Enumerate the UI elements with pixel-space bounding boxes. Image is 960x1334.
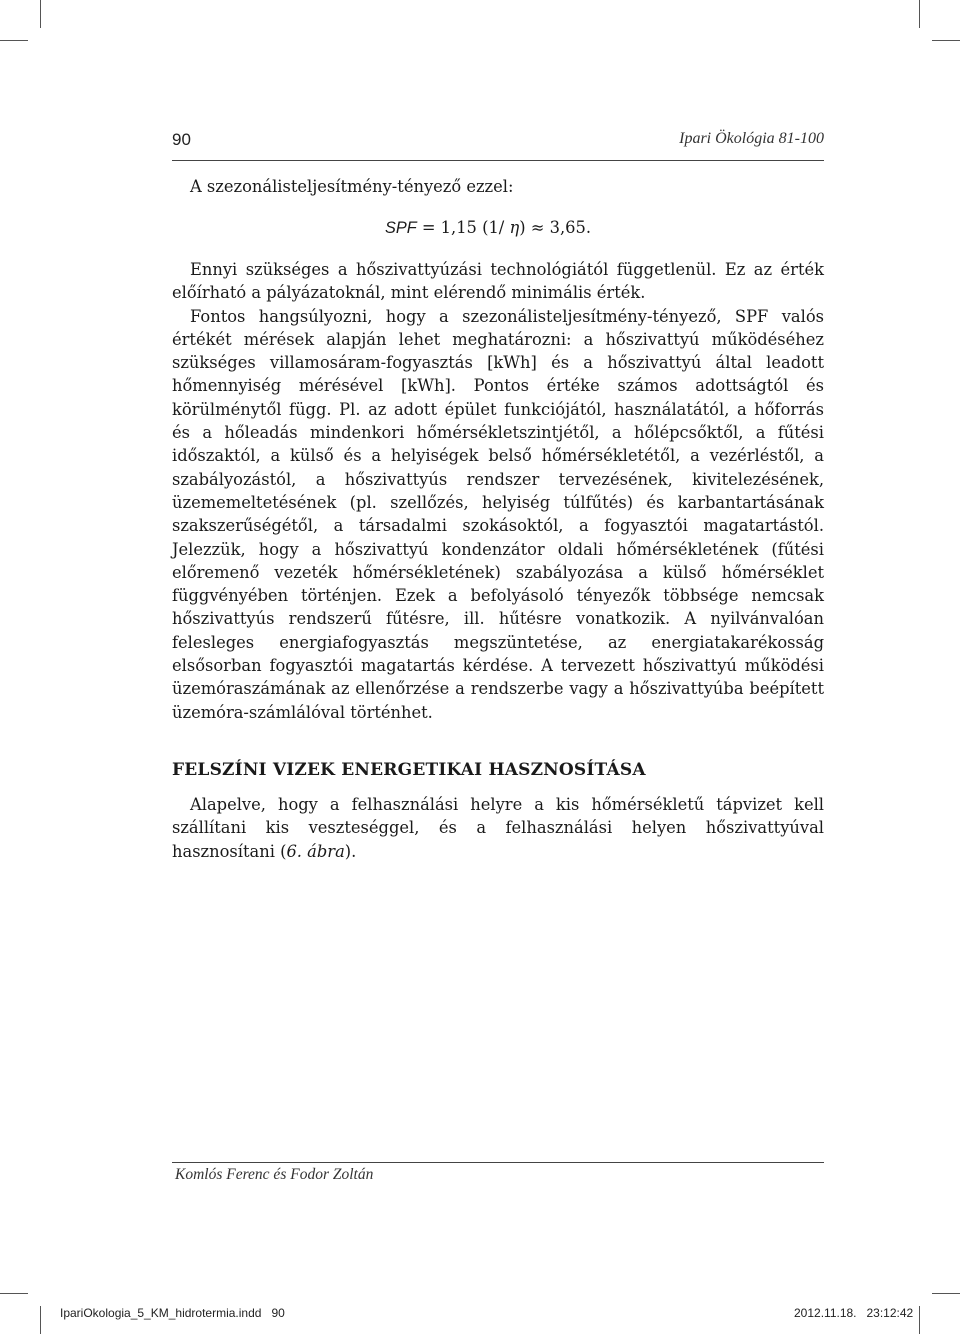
- slug-datetime: 2012.11.18. 23:12:42: [794, 1306, 914, 1320]
- header-rule: [172, 160, 824, 161]
- formula-equals: = 1,15 (1/: [416, 218, 510, 237]
- crop-mark: [919, 1306, 920, 1334]
- body-paragraphs: [172, 258, 824, 724]
- footer-authors: Komlós Ferenc és Fodor Zoltán: [175, 1166, 374, 1183]
- section-body: [172, 793, 824, 863]
- paragraph-end: ).: [344, 841, 357, 861]
- crop-mark: [919, 0, 920, 28]
- crop-mark: [0, 40, 28, 41]
- figure-reference: 6. ábra: [286, 841, 345, 861]
- paragraph: Ennyi szükséges a hőszivattyúzási technológiától függetlenül. Ez az érték előírható a pályázatoknál, mint elérendő minimális érték.: [172, 260, 824, 303]
- page-number: 90: [172, 130, 191, 149]
- intro-line: A szezonálisteljesítmény-tényező ezzel:: [190, 177, 514, 196]
- spf-formula: [385, 218, 591, 238]
- crop-mark: [932, 1293, 960, 1294]
- paragraph: Fontos hangsúlyozni, hogy a szezonálisteljesítmény-tényező, SPF valós értékét mérések alapján lehet meghatározni: a hőszivattyú működéséhez szükséges villamosáram-fogyasztás [kWh] és a hőszivattyú által leadott hőmennyiség mérésével [kWh]. Pontos értéke számos adottságtól és körülménytől függ. Pl. az adott épület funkciójától, használatától, a hőforrás és a hőleadás mindenkori hőmérsékletszintjétől, a hőlépcsőktől, a fűtési időszaktól, a külső és a helyiségek belső hőmérsékletétől, a vezérléstől, a szabályozástól, a hőszivattyús rendszer tervezésének, kivitelezésének, üzememeltetésének (pl. szellőzés, helyiség túlfűtés) és karbantartásának szakszerűségétől, a társadalmi szokásoktól, a fogyasztói magatartástól. Jelezzük, hogy a hőszivattyú kondenzátor oldali hőmérsékletének (fűtési előremenő vezeték hőmérsékletének) szabályozása a külső hőmérséklet függvényében történjen. Ezek a befolyásoló tényezők többsége nemcsak hőszivattyús rendszerű fűtésre, ill. hűtésre vonatkozik. A nyilvánvalóan felesleges energiafogyasztás megszüntetése, az energiatakarékosság elsősorban fogyasztói magatartás kérdése. A tervezett hőszivattyú működési üzemóraszámának az ellenőrzése a rendszerbe vagy a hőszivattyúba beépített üzemóra-számlálóval történhet.: [172, 306, 824, 722]
- section-heading: FELSZÍNI VIZEK ENERGETIKAI HASZNOSÍTÁSA: [172, 760, 646, 780]
- formula-eta: η: [509, 218, 520, 237]
- crop-mark: [40, 1306, 41, 1334]
- paragraph: [172, 793, 824, 863]
- crop-mark: [40, 0, 41, 28]
- formula-result: ) ≈ 3,65.: [519, 218, 592, 237]
- crop-mark: [0, 1293, 28, 1294]
- formula-spf: SPF: [385, 219, 417, 237]
- running-header: Ipari Ökológia 81-100: [679, 130, 824, 147]
- slug-filename: IpariOkologia_5_KM_hidrotermia.indd 90: [60, 1306, 285, 1320]
- crop-mark: [932, 40, 960, 41]
- paragraph-text: Alapelve, hogy a felhasználási helyre a kis hőmérsékletű tápvizet kell szállítani kis veszteséggel, és a felhasználási helyen hőszivattyúval hasznosítani (: [172, 795, 824, 861]
- footer-rule: [172, 1162, 824, 1163]
